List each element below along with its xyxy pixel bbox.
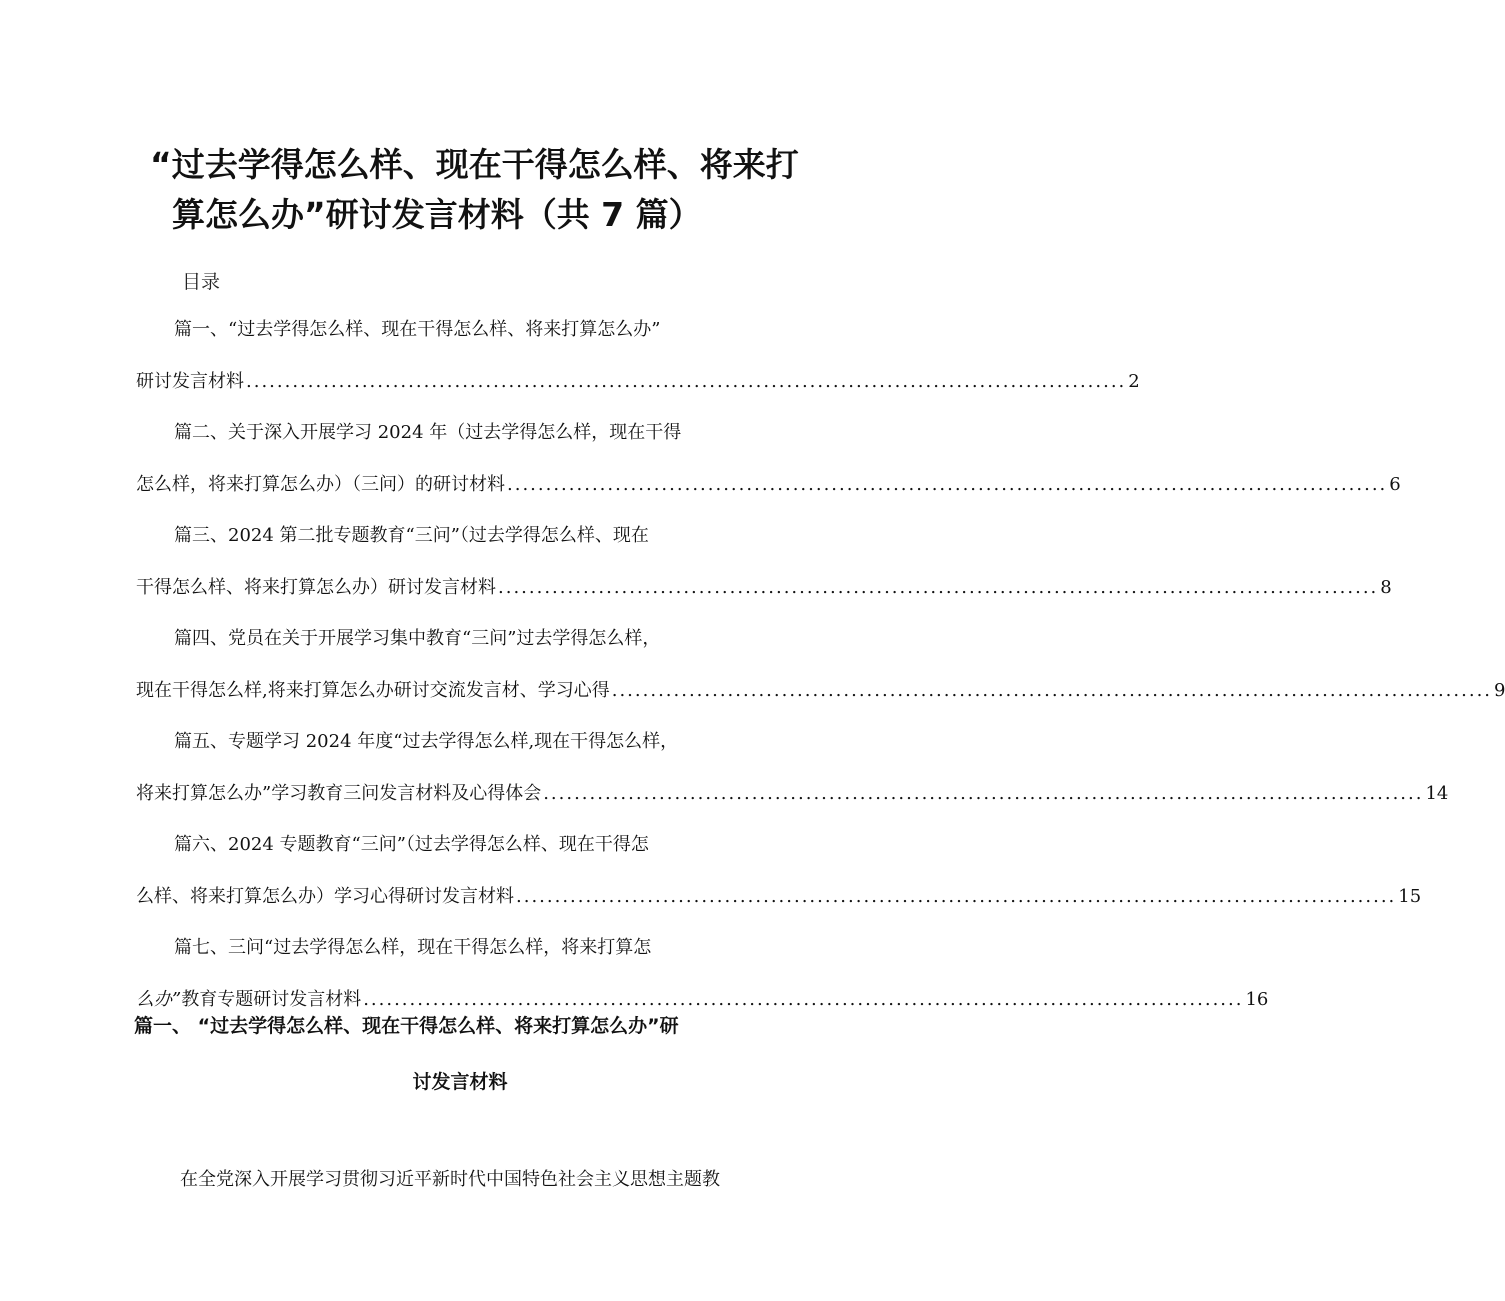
toc-entry-title-line-2 [136, 370, 1140, 394]
section-heading: 篇一、 “过去学得怎么样、现在干得怎么样、将来打算怎么办”研 [134, 1015, 679, 1037]
toc-entry-title-line-2 [136, 988, 1269, 1012]
toc-entry-title-line-2 [136, 782, 1449, 806]
toc-entry-2[interactable] [136, 421, 1401, 524]
toc-entry-6[interactable] [136, 833, 1422, 936]
toc-entry-5[interactable] [136, 730, 1449, 833]
toc-entry-title-line-2 [136, 473, 1401, 497]
toc-page-number: 9 [1494, 680, 1505, 701]
toc-entry-1[interactable] [136, 318, 1140, 421]
toc-dot-leader: .................................................................................................................. [507, 474, 1388, 495]
toc-entry-title-continuation: 教育专题研讨发言材料 [181, 989, 362, 1010]
toc-dot-leader: .................................................................................................................. [611, 680, 1493, 701]
toc-entry-3[interactable] [136, 524, 1392, 627]
document-title-line-1: “过去学得怎么样、现在干得怎么样、将来打 [150, 145, 799, 184]
toc-entry-title-continuation: 怎么样，将来打算怎么办）（三问）的研讨材料 [136, 474, 505, 495]
toc-entry-title-continuation: 将来打算怎么办”学习教育三问发言材料及心得体会 [136, 783, 542, 804]
toc-page-number: 6 [1389, 474, 1401, 495]
body-paragraph: 在全党深入开展学习贯彻习近平新时代中国特色社会主义思想主题教 [180, 1169, 720, 1190]
toc-dot-leader: .................................................................................................................. [543, 783, 1424, 804]
document-title [150, 140, 810, 240]
toc-dot-leader: .................................................................................................................. [246, 371, 1127, 392]
toc-entry-title-line-1: 篇三、2024 第二批专题教育“三问”（过去学得怎么样、现在 [174, 525, 649, 546]
toc-dot-leader: .................................................................................................................. [363, 989, 1244, 1010]
toc-entry-title-line-2 [136, 679, 1505, 703]
toc-page-number: 15 [1398, 886, 1422, 907]
toc-entry-title-line-1: 篇五、专题学习 2024 年度“过去学得怎么样,现在干得怎么样， [174, 731, 679, 752]
section-heading-continuation: 讨发言材料 [412, 1071, 508, 1093]
toc-entry-title-continuation-italic: 么办” [136, 989, 182, 1010]
toc-heading: 目录 [182, 271, 221, 293]
toc-dot-leader: .................................................................................................................. [516, 886, 1397, 907]
toc-entry-title-line-2 [136, 576, 1392, 600]
toc-page-number: 8 [1380, 577, 1392, 598]
toc-entry-title-continuation: 现在干得怎么样,将来打算怎么办研讨交流发言材、学习心得 [136, 680, 610, 701]
toc-entry-title-line-1: 篇七、三问“过去学得怎么样，现在干得怎么样，将来打算怎 [174, 937, 652, 958]
document-title-line-2: 算怎么办”研讨发言材料（共 7 篇） [172, 195, 702, 234]
toc-entry-title-continuation: 干得怎么样、将来打算怎么办）研讨发言材料 [136, 577, 496, 598]
toc-dot-leader: .................................................................................................................. [498, 577, 1379, 598]
toc-entry-title-line-1: 篇二、关于深入开展学习 2024 年（过去学得怎么样，现在干得 [174, 422, 682, 443]
toc-entry-title-continuation: 么样、将来打算怎么办）学习心得研讨发言材料 [136, 886, 514, 907]
table-of-contents [136, 318, 1505, 1039]
toc-page-number: 14 [1425, 783, 1449, 804]
toc-entry-title-line-1: 篇四、党员在关于开展学习集中教育“三问”过去学得怎么样， [174, 628, 661, 649]
toc-page-number: 16 [1245, 989, 1269, 1010]
toc-entry-title-line-1: 篇一、“过去学得怎么样、现在干得怎么样、将来打算怎么办” [174, 319, 661, 340]
toc-entry-title-continuation: 研讨发言材料 [136, 371, 244, 392]
toc-entry-4[interactable] [136, 627, 1505, 730]
toc-entry-title-line-1: 篇六、2024 专题教育“三问”（过去学得怎么样、现在干得怎 [174, 834, 649, 855]
toc-page-number: 2 [1128, 371, 1140, 392]
toc-entry-title-line-2 [136, 885, 1422, 909]
